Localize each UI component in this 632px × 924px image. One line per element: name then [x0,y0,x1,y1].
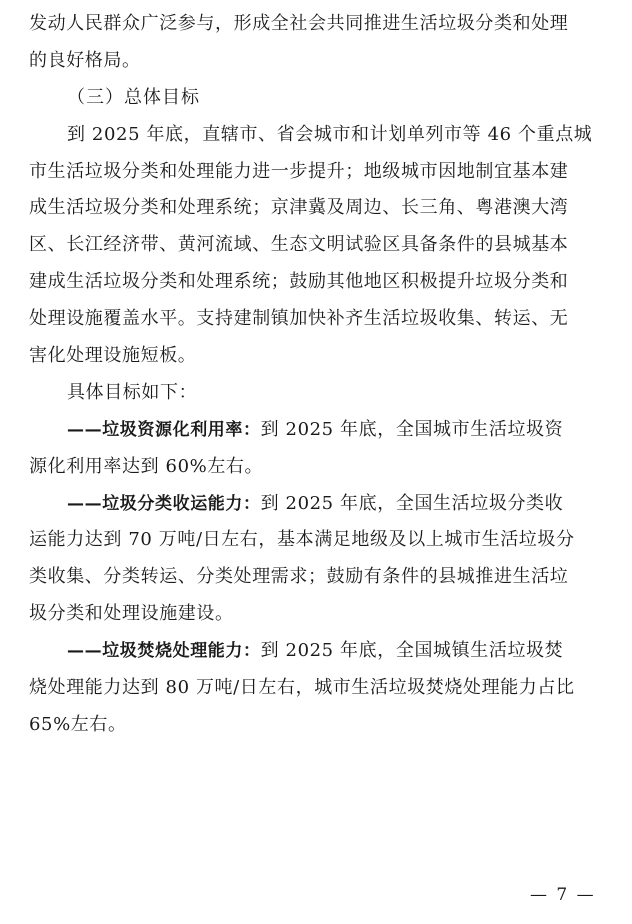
text-line [29,154,607,191]
line-text: 市生活垃圾分类和处理能力进一步提升；地级城市因地制宜基本建 [29,160,569,182]
text-line [29,670,607,707]
text-line [29,596,607,633]
line-text: 65%左右。 [29,713,127,735]
line-text: 类收集、分类转运、分类处理需求；鼓励有条件的县城推进生活垃 [29,566,569,588]
paragraph-start [29,117,607,154]
paragraph-start [29,375,607,412]
line-text: 到 2025 年底，直辖市、省会城市和计划单列市等 46 个重点城 [67,123,593,145]
section-heading [29,80,607,117]
line-text: 成生活垃圾分类和处理系统；京津冀及周边、长三角、粤港澳大湾 [29,197,569,219]
line-text: 圾分类和处理设施建设。 [29,603,234,625]
text-line [29,264,607,301]
text-line [29,707,607,744]
line-text: 到 2025 年底，全国城市生活垃圾资 [260,418,564,440]
line-text: 到 2025 年底，全国生活垃圾分类收 [260,492,564,514]
target-item [29,412,607,449]
line-text: 处理设施覆盖水平。支持建制镇加快补齐生活垃圾收集、转运、无 [29,308,569,330]
text-line [29,338,607,375]
line-text: 的良好格局。 [29,49,141,71]
text-line [29,190,607,227]
line-text: 具体目标如下： [67,381,198,403]
text-line [29,559,607,596]
text-line [29,43,607,80]
text-line [29,301,607,338]
line-text: 建成生活垃圾分类和处理系统；鼓励其他地区积极提升垃圾分类和 [29,271,569,293]
line-text: 到 2025 年底，全国城镇生活垃圾焚 [260,640,564,662]
line-text: 发动人民群众广泛参与，形成全社会共同推进生活垃圾分类和处理 [29,13,569,34]
line-text: 烧处理能力达到 80 万吨/日左右，城市生活垃圾焚烧处理能力占比 [29,677,575,699]
document-body [29,6,607,744]
heading-text: （三）总体目标 [67,86,200,108]
target-item [29,486,607,523]
line-text: 害化处理设施短板。 [29,345,197,367]
text-line [29,227,607,264]
line-text: 运能力达到 70 万吨/日左右，基本满足地级及以上城市生活垃圾分 [29,529,575,551]
target-label: ——垃圾资源化利用率： [67,419,261,440]
target-label: ——垃圾焚烧处理能力： [67,641,261,662]
line-text: 区、长江经济带、黄河流域、生态文明试验区具备条件的县城基本 [29,234,569,256]
target-item [29,633,607,670]
line-text: 源化利用率达到 60%左右。 [29,455,264,477]
target-label: ——垃圾分类收运能力： [67,493,261,514]
page-number: — 7 — [530,885,596,905]
text-line [29,522,607,559]
text-line [29,449,607,486]
text-line [29,6,607,43]
